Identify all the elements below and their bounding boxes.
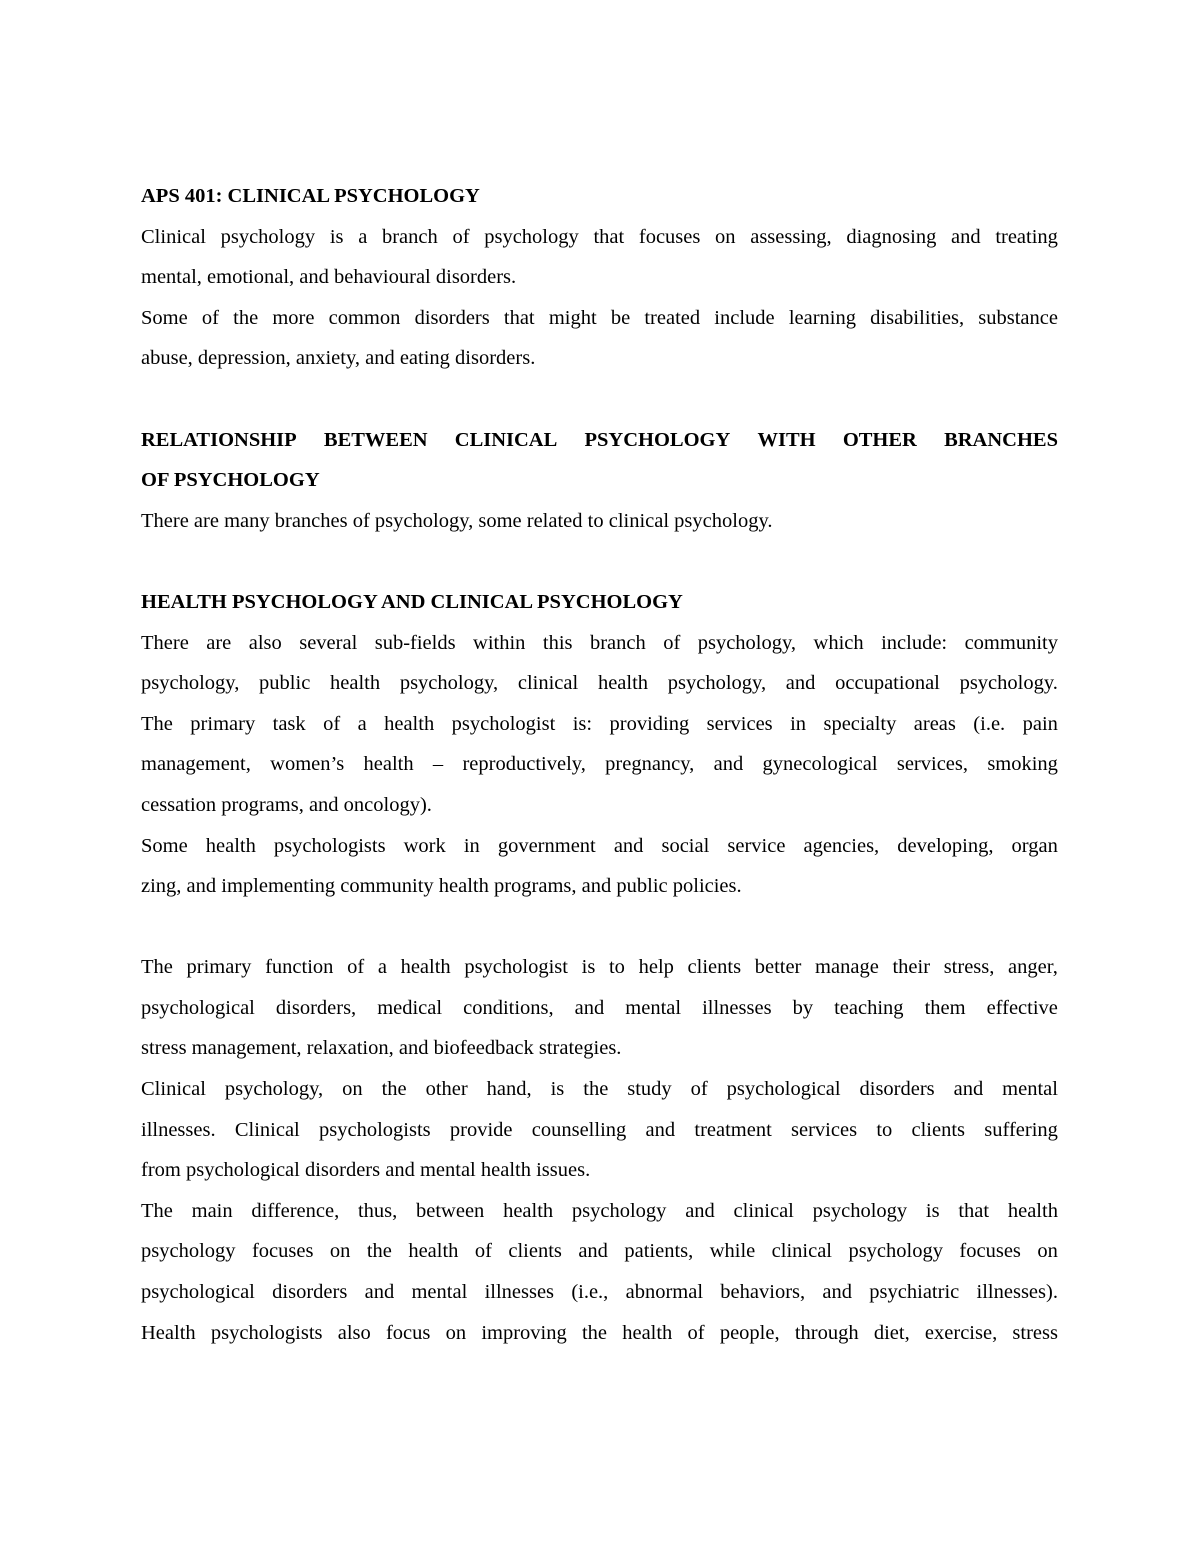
word: difference, xyxy=(251,1199,340,1222)
word: while xyxy=(709,1240,756,1263)
word: community xyxy=(964,631,1058,654)
word: in xyxy=(463,834,480,857)
word: to xyxy=(876,1118,893,1141)
word: also xyxy=(337,1321,371,1344)
word: thus, xyxy=(357,1199,398,1222)
word: disorders, xyxy=(275,996,357,1019)
word: service xyxy=(727,834,786,857)
word: agencies, xyxy=(803,834,880,857)
word: include xyxy=(714,306,775,329)
word: anger, xyxy=(1008,956,1058,979)
word: counselling xyxy=(531,1118,627,1141)
word: branch xyxy=(381,225,438,248)
word: social xyxy=(661,834,710,857)
word: the xyxy=(583,1078,609,1101)
word: by xyxy=(792,996,814,1019)
word: more xyxy=(272,306,315,329)
intro-paragraph-2-line-2: abuse, depression, anxiety, and eating disorders. xyxy=(141,347,536,370)
word: suffering xyxy=(984,1118,1058,1141)
word: work xyxy=(403,834,446,857)
word: clients xyxy=(911,1118,966,1141)
word: which xyxy=(813,631,864,654)
word: of xyxy=(201,306,219,329)
section-2-line xyxy=(141,704,1058,745)
word: several xyxy=(299,631,358,654)
word: focuses xyxy=(251,1240,314,1263)
word: that xyxy=(503,306,535,329)
word: substance xyxy=(978,306,1058,329)
word: psychological xyxy=(141,996,255,1019)
word: are xyxy=(206,631,232,654)
section-1-paragraph: There are many branches of psychology, some related to clinical psychology. xyxy=(141,509,773,532)
word: diet, xyxy=(873,1321,910,1344)
word: to xyxy=(608,956,625,979)
word: help xyxy=(638,956,674,979)
word: psychology xyxy=(484,225,579,248)
word: learning xyxy=(788,306,856,329)
section-2-line xyxy=(141,623,1058,664)
word: psychology, xyxy=(141,672,240,695)
section-2-line xyxy=(141,1191,1058,1232)
word: focuses xyxy=(638,225,701,248)
word: assessing, xyxy=(750,225,832,248)
section-2-line: cessation programs, and oncology). xyxy=(141,793,432,816)
word: on xyxy=(329,1240,351,1263)
word: might xyxy=(548,306,597,329)
word: health xyxy=(400,956,451,979)
word: clinical xyxy=(733,1199,794,1222)
word: and xyxy=(574,996,605,1019)
word: common xyxy=(328,306,401,329)
word: CLINICAL xyxy=(454,428,558,451)
word: psychiatric xyxy=(869,1281,960,1304)
word: psychology xyxy=(812,1199,908,1222)
word: health xyxy=(1007,1199,1058,1222)
word: is xyxy=(925,1199,940,1222)
word: mental xyxy=(625,996,682,1019)
word: on xyxy=(342,1078,363,1101)
word: disorders xyxy=(859,1078,935,1101)
word: psychology, xyxy=(697,631,797,654)
word: WITH xyxy=(757,428,816,451)
spacer xyxy=(141,379,1058,420)
word: people, xyxy=(719,1321,780,1344)
word: a xyxy=(357,712,367,735)
word: management, xyxy=(141,753,251,776)
word: manage xyxy=(815,956,879,979)
section-2-line: stress management, relaxation, and biofeedback strategies. xyxy=(141,1037,622,1060)
word: be xyxy=(610,306,631,329)
word: of xyxy=(452,225,470,248)
word: and xyxy=(822,1281,853,1304)
word: provide xyxy=(449,1118,513,1141)
section-2-line xyxy=(141,1313,1058,1354)
word: on xyxy=(445,1321,467,1344)
word: on xyxy=(1037,1240,1058,1263)
word: conditions, xyxy=(463,996,554,1019)
word: occupational xyxy=(835,672,940,695)
word: organ xyxy=(1011,834,1058,857)
word: and xyxy=(951,225,981,248)
word: and xyxy=(685,1199,715,1222)
word: health xyxy=(503,1199,554,1222)
section-2-heading: HEALTH PSYCHOLOGY AND CLINICAL PSYCHOLOGY xyxy=(141,590,683,613)
spacer xyxy=(141,907,1058,948)
word: Some xyxy=(141,834,188,857)
word: (i.e., xyxy=(571,1281,609,1304)
word: also xyxy=(248,631,282,654)
word: health xyxy=(384,712,435,735)
word: psychology xyxy=(571,1199,667,1222)
word: providing xyxy=(609,712,690,735)
word: primary xyxy=(186,956,252,979)
word: gynecological xyxy=(762,753,878,776)
word: Some xyxy=(141,306,188,329)
word: that xyxy=(593,225,625,248)
word: Clinical xyxy=(141,1078,206,1101)
word: is xyxy=(329,225,344,248)
word: of xyxy=(663,631,681,654)
word: other xyxy=(425,1078,468,1101)
word: stress, xyxy=(943,956,995,979)
word: health xyxy=(408,1240,459,1263)
word: women’s xyxy=(270,753,345,776)
word: that xyxy=(958,1199,990,1222)
word: primary xyxy=(190,712,256,735)
document-title: APS 401: CLINICAL PSYCHOLOGY xyxy=(141,185,480,207)
word: psychology xyxy=(220,225,316,248)
word: RELATIONSHIP xyxy=(141,428,297,451)
word: is xyxy=(550,1078,565,1101)
word: is: xyxy=(572,712,593,735)
word: clinical xyxy=(517,672,579,695)
word: BETWEEN xyxy=(323,428,428,451)
word: improving xyxy=(481,1321,567,1344)
word: sub-fields xyxy=(374,631,456,654)
section-2-line xyxy=(141,988,1058,1029)
word: and xyxy=(578,1240,608,1263)
word: services xyxy=(706,712,773,735)
word: PSYCHOLOGY xyxy=(584,428,731,451)
word: Clinical xyxy=(234,1118,300,1141)
word: treated xyxy=(644,306,701,329)
section-2-line xyxy=(141,663,1058,704)
word: task xyxy=(272,712,306,735)
word: branch xyxy=(589,631,646,654)
word: psychological xyxy=(141,1281,255,1304)
word: (i.e. xyxy=(973,712,1006,735)
word: of xyxy=(323,712,341,735)
word: services, xyxy=(896,753,968,776)
word: them xyxy=(924,996,966,1019)
word: and xyxy=(713,753,744,776)
word: focus xyxy=(385,1321,431,1344)
word: function xyxy=(265,956,334,979)
word: effective xyxy=(986,996,1058,1019)
section-1-heading-line-2: OF PSYCHOLOGY xyxy=(141,469,320,492)
section-2-line: from psychological disorders and mental health issues. xyxy=(141,1159,591,1182)
word: abnormal xyxy=(625,1281,704,1304)
word: clinical xyxy=(771,1240,833,1263)
intro-paragraph-2-line-1 xyxy=(141,298,1058,339)
word: include: xyxy=(881,631,948,654)
word: clients xyxy=(687,956,742,979)
word: disabilities, xyxy=(870,306,965,329)
word: areas xyxy=(913,712,956,735)
word: the xyxy=(233,306,259,329)
word: main xyxy=(191,1199,233,1222)
word: psychology xyxy=(848,1240,943,1263)
word: hand, xyxy=(486,1078,532,1101)
word: psychological xyxy=(726,1078,841,1101)
word: specialty xyxy=(823,712,897,735)
word: illnesses. xyxy=(141,1118,216,1141)
word: disorders xyxy=(414,306,490,329)
word: and xyxy=(613,834,644,857)
word: of xyxy=(690,1078,708,1101)
word: Clinical xyxy=(141,225,206,248)
word: is xyxy=(581,956,596,979)
word: government xyxy=(497,834,596,857)
word: pain xyxy=(1022,712,1058,735)
word: diagnosing xyxy=(846,225,937,248)
word: public xyxy=(259,672,311,695)
word: psychology xyxy=(141,1240,236,1263)
word: study xyxy=(627,1078,672,1101)
word: OTHER xyxy=(842,428,917,451)
word: illnesses). xyxy=(976,1281,1058,1304)
word: patients, xyxy=(624,1240,694,1263)
word: psychology, xyxy=(399,672,499,695)
word: psychologists xyxy=(210,1321,323,1344)
word: the xyxy=(381,1078,407,1101)
word: between xyxy=(416,1199,485,1222)
word: The xyxy=(141,956,173,979)
word: a xyxy=(358,225,368,248)
word: within xyxy=(473,631,526,654)
word: The xyxy=(141,712,173,735)
word: exercise, xyxy=(924,1321,998,1344)
word: psychologists xyxy=(273,834,386,857)
word: health xyxy=(597,672,649,695)
word: in xyxy=(790,712,807,735)
intro-paragraph-1-line-2: mental, emotional, and behavioural disorders. xyxy=(141,266,517,289)
document-page xyxy=(141,176,1058,1353)
word: through xyxy=(794,1321,859,1344)
word: psychology. xyxy=(959,672,1058,695)
word: developing, xyxy=(897,834,994,857)
word: services xyxy=(791,1118,858,1141)
word: The xyxy=(141,1199,173,1222)
word: of xyxy=(687,1321,705,1344)
word: reproductively, xyxy=(462,753,586,776)
word: a xyxy=(377,956,387,979)
word: treating xyxy=(995,225,1058,248)
word: the xyxy=(366,1240,392,1263)
word: treatment xyxy=(694,1118,772,1141)
word: psychologists xyxy=(319,1118,431,1141)
word: the xyxy=(581,1321,607,1344)
section-2-line xyxy=(141,1272,1058,1313)
section-2-line xyxy=(141,947,1058,988)
word: psychologist xyxy=(464,956,568,979)
section-2-line xyxy=(141,826,1058,867)
section-2-line xyxy=(141,1110,1058,1151)
word: health xyxy=(330,672,381,695)
section-2-line xyxy=(141,1231,1058,1272)
word: their xyxy=(892,956,931,979)
word: mental xyxy=(411,1281,468,1304)
word: disorders xyxy=(272,1281,348,1304)
word: and xyxy=(645,1118,676,1141)
word: smoking xyxy=(987,753,1058,776)
word: behaviors, xyxy=(720,1281,806,1304)
section-1-heading-line-1 xyxy=(141,420,1058,461)
word: and xyxy=(953,1078,984,1101)
word: of xyxy=(347,956,365,979)
word: health xyxy=(622,1321,673,1344)
word: psychologist xyxy=(451,712,556,735)
word: pregnancy, xyxy=(605,753,695,776)
word: mental xyxy=(1002,1078,1058,1101)
section-2-line xyxy=(141,744,1058,785)
word: BRANCHES xyxy=(944,428,1058,451)
word: and xyxy=(364,1281,395,1304)
word: illnesses xyxy=(484,1281,555,1304)
word: focuses xyxy=(959,1240,1021,1263)
word: health xyxy=(205,834,256,857)
word: – xyxy=(432,753,444,776)
word: There xyxy=(141,631,189,654)
word: better xyxy=(754,956,802,979)
word: clients xyxy=(508,1240,562,1263)
intro-paragraph-1-line-1 xyxy=(141,217,1058,258)
word: medical xyxy=(377,996,443,1019)
word: of xyxy=(474,1240,492,1263)
word: stress xyxy=(1012,1321,1058,1344)
word: illnesses xyxy=(702,996,772,1019)
word: health xyxy=(363,753,414,776)
word: and xyxy=(785,672,816,695)
word: psychology, xyxy=(667,672,767,695)
spacer xyxy=(141,541,1058,582)
word: psychology, xyxy=(224,1078,324,1101)
word: Health xyxy=(141,1321,196,1344)
word: on xyxy=(715,225,736,248)
section-2-line: zing, and implementing community health programs, and public policies. xyxy=(141,875,742,898)
section-2-line xyxy=(141,1069,1058,1110)
word: this xyxy=(542,631,573,654)
word: teaching xyxy=(834,996,904,1019)
